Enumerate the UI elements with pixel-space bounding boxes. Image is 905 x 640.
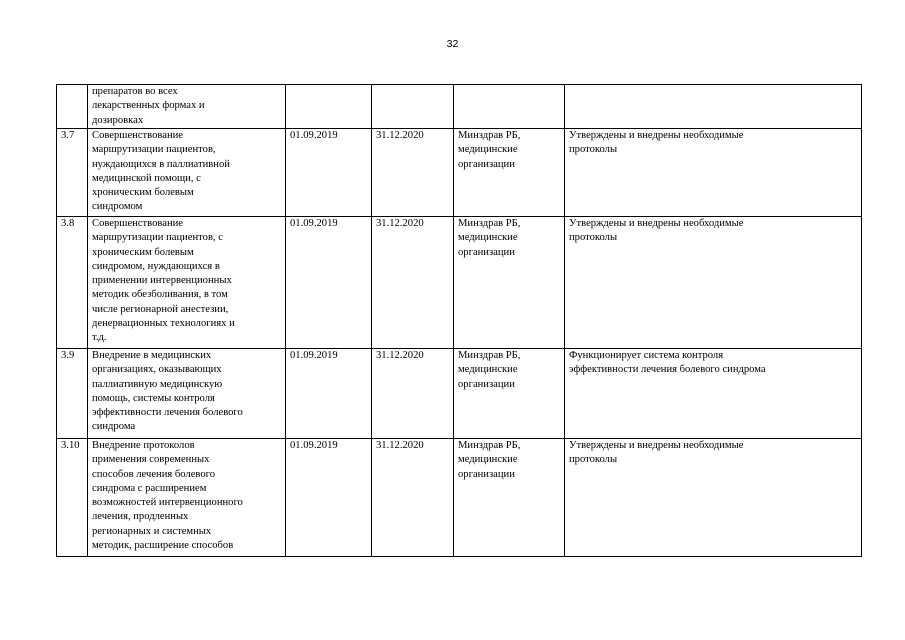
cell-start-date: 01.09.2019 [286,349,372,439]
cell-result: Функционирует система контроля эффективности лечения болевого синдрома [565,349,862,439]
cell-end-date: 31.12.2020 [372,217,454,349]
cell-number: 3.8 [57,217,88,349]
cell-activity-name: Совершенствование маршрутизации пациентов, с хроническим болевым синдромом, нуждающихся в применении интервенционных методик обезболивания, в том числе регионарной анестезии, денервационных технологиях и т.д. [88,217,286,349]
cell-end-date: 31.12.2020 [372,129,454,217]
table-row [57,439,862,557]
table-row [57,129,862,217]
cell-result: Утверждены и внедрены необходимые протоколы [565,217,862,349]
cell-executor: Минздрав РБ, медицинские организации [454,439,565,557]
cell-activity-name: Совершенствование маршрутизации пациентов, нуждающихся в паллиативной медицинской помощи, с хроническим болевым синдромом [88,129,286,217]
cell-activity-name: Внедрение в медицинских организациях, оказывающих паллиативную медицинскую помощь, системы контроля эффективности лечения болевого синдрома [88,349,286,439]
table-row [57,217,862,349]
action-plan-table [56,84,862,557]
cell-end-date: 31.12.2020 [372,349,454,439]
cell-executor [454,85,565,129]
cell-result [565,85,862,129]
cell-number: 3.10 [57,439,88,557]
cell-activity-name: Внедрение протоколов применения современных способов лечения болевого синдрома с расширением возможностей интервенционного лечения, продленных регионарных и системных методик, расширение способов [88,439,286,557]
table-row [57,349,862,439]
cell-result: Утверждены и внедрены необходимые протоколы [565,129,862,217]
cell-number [57,85,88,129]
cell-start-date: 01.09.2019 [286,217,372,349]
page-number: 32 [446,38,459,50]
cell-end-date: 31.12.2020 [372,439,454,557]
cell-executor: Минздрав РБ, медицинские организации [454,349,565,439]
table-row [57,85,862,129]
cell-number: 3.7 [57,129,88,217]
cell-start-date: 01.09.2019 [286,129,372,217]
cell-end-date [372,85,454,129]
cell-number: 3.9 [57,349,88,439]
cell-result: Утверждены и внедрены необходимые протоколы [565,439,862,557]
cell-executor: Минздрав РБ, медицинские организации [454,217,565,349]
cell-activity-name: препаратов во всех лекарственных формах и дозировках [88,85,286,129]
cell-executor: Минздрав РБ, медицинские организации [454,129,565,217]
cell-start-date: 01.09.2019 [286,439,372,557]
cell-start-date [286,85,372,129]
